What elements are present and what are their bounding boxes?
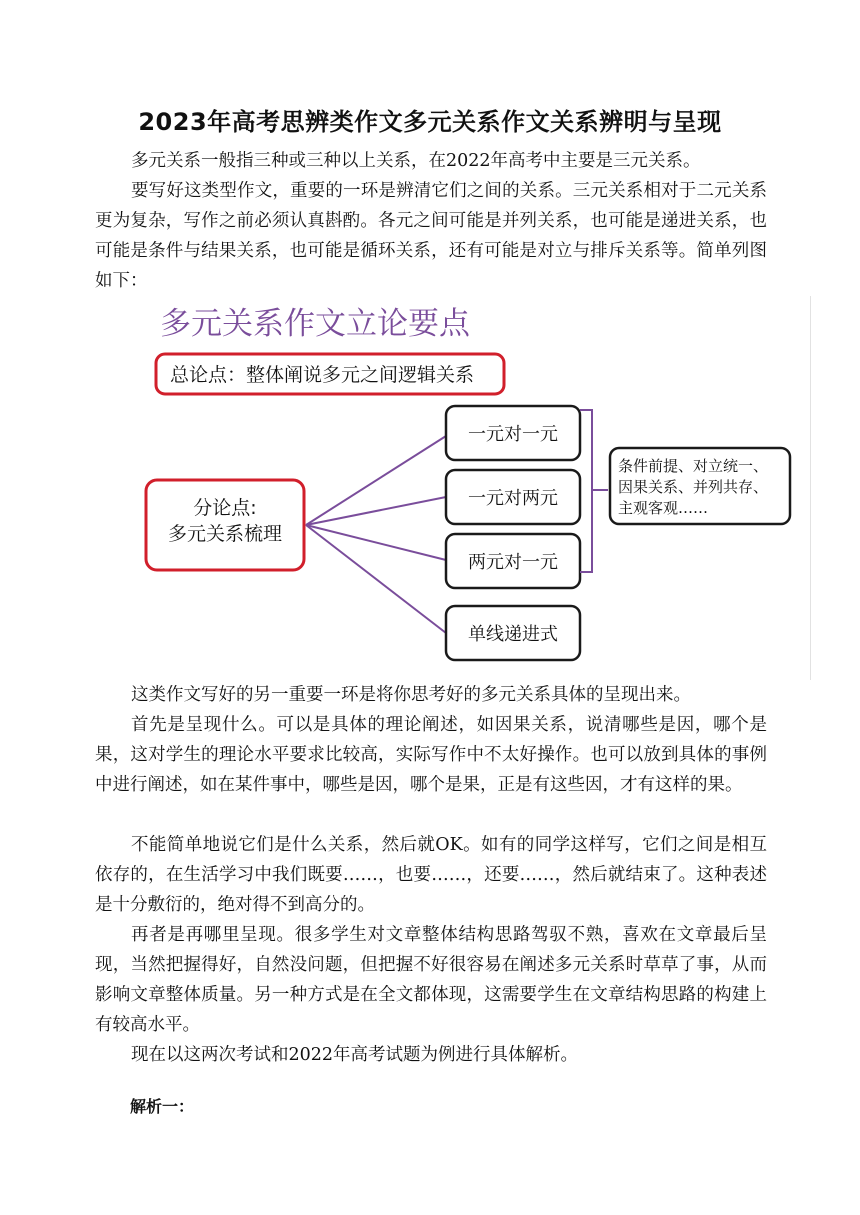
intro-paragraph-2: 要写好这类型作文，重要的一环是辨清它们之间的关系。三元关系相对于二元关系更为复杂，写作之前必须认真斟酌。各元之间可能是并列关系，也可能是递进关系，也可能是条件与结果关系，也可能是循环关系，还有可能是对立与排斥关系等。简单列图如下： — [95, 181, 767, 291]
sub-point-label: 分论点: — [193, 497, 257, 519]
branch-label: 一元对一元 — [468, 424, 558, 445]
connector-line — [306, 525, 446, 560]
branch-label: 单线递进式 — [468, 624, 558, 645]
main-point-text: 总论点：整体阐说多元之间逻辑关系 — [170, 364, 475, 386]
relations-text: 因果关系、并列共存、 — [618, 478, 769, 496]
bracket-line — [580, 410, 608, 572]
connector-line — [306, 525, 446, 633]
branch-label: 两元对一元 — [468, 552, 558, 573]
body-paragraph-1: 这类作文写好的另一重要一环是将你思考好的多元关系具体的呈现出来。 — [131, 685, 691, 705]
figure-edge-line — [810, 296, 811, 680]
body-paragraph-5: 现在以这两次考试和2022年高考试题为例进行具体解析。 — [131, 1045, 579, 1065]
diagram-heading: 多元关系作文立论要点 — [160, 306, 470, 342]
branch-label: 一元对两元 — [468, 488, 558, 509]
relations-text: 主观客观…… — [618, 499, 709, 517]
body-paragraph-4: 再者是再哪里呈现。很多学生对文章整体结构思路驾驭不熟，喜欢在文章最后呈现，当然把握得好，自然没问题，但把握不好很容易在阐述多元关系时草草了事，从而影响文章整体质量。另一种方式是在全文都体现，这需要学生在文章结构思路的构建上有较高水平。 — [95, 925, 767, 1035]
relationship-diagram — [140, 296, 810, 676]
intro-paragraph-1: 多元关系一般指三种或三种以上关系，在2022年高考中主要是三元关系。 — [131, 151, 701, 171]
body-paragraph-2: 首先是呈现什么。可以是具体的理论阐述，如因果关系，说清哪些是因，哪个是果，这对学生的理论水平要求比较高，实际写作中不太好操作。也可以放到具体的事例中进行阐述，如在某件事中，哪些是因，哪个是果，正是有这些因，才有这样的果。 — [95, 715, 767, 795]
page-title: 2023年高考思辨类作文多元关系作文关系辨明与呈现 — [138, 108, 722, 136]
body-paragraph-3: 不能简单地说它们是什么关系，然后就OK。如有的同学这样写，它们之间是相互依存的，在生活学习中我们既要……，也要……，还要……，然后就结束了。这种表述是十分敷衍的，绝对得不到高分的。 — [95, 835, 767, 915]
relations-text: 条件前提、对立统一、 — [618, 457, 769, 475]
analysis-heading: 解析一： — [130, 1097, 195, 1116]
sub-point-label: 多元关系梳理 — [167, 523, 283, 545]
